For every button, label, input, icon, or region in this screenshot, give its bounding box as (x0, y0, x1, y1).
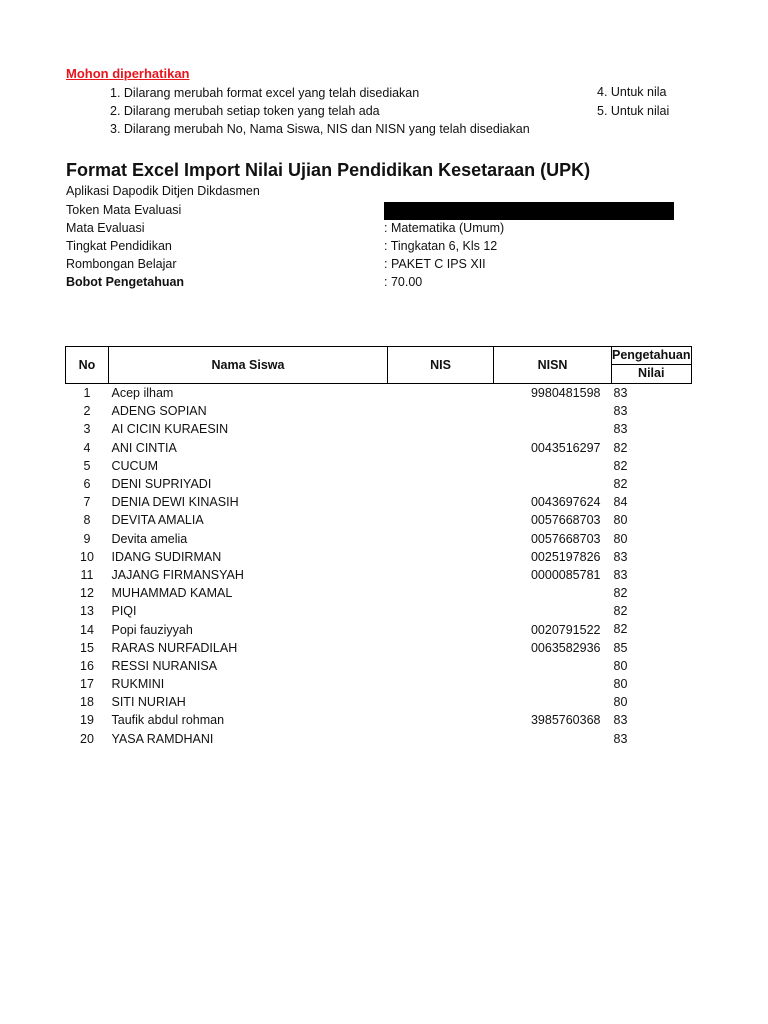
row-value: 83 (613, 713, 628, 728)
page-title: Format Excel Import Nilai Ujian Pendidikan Kesetaraan (UPK) (66, 160, 591, 180)
rule-1: 1. Dilarang merubah format excel yang telah disediakan (110, 86, 420, 100)
table-row (66, 420, 692, 438)
row-no: 11 (80, 567, 94, 582)
row-nis (388, 675, 494, 693)
row-nis (388, 402, 494, 420)
row-nis (388, 620, 494, 638)
row-value: 80 (613, 513, 628, 528)
table-row (66, 675, 692, 693)
token-redaction-bar (384, 202, 674, 220)
row-no: 15 (80, 640, 94, 655)
row-value: 83 (613, 567, 628, 582)
table-row (66, 475, 692, 493)
field-value-weight: : 70.00 (384, 275, 423, 289)
row-value: 83 (613, 731, 628, 746)
table-row (66, 657, 692, 675)
row-nisn: 0020791522 (530, 622, 601, 637)
row-no: 1 (83, 386, 91, 401)
row-value: 80 (613, 531, 628, 546)
row-value: 82 (613, 458, 628, 473)
row-nis (388, 693, 494, 711)
row-name: AI CICIN KURAESIN (111, 422, 229, 437)
row-value: 83 (613, 386, 628, 400)
row-nisn: 3985760368 (530, 713, 601, 728)
row-value: 83 (613, 422, 628, 437)
row-name: RESSI NURANISA (111, 658, 218, 673)
app-name: Aplikasi Dapodik Ditjen Dikdasmen (66, 184, 260, 198)
row-nis (388, 602, 494, 620)
row-name: DENI SUPRIYADI (111, 477, 212, 492)
row-nisn: 0043697624 (530, 495, 601, 510)
row-nis (388, 457, 494, 475)
row-nis (388, 420, 494, 438)
row-name: JAJANG FIRMANSYAH (111, 567, 244, 582)
table-row (66, 402, 692, 420)
row-value: 82 (613, 440, 628, 455)
row-nisn: 0000085781 (530, 567, 601, 582)
row-nis (388, 730, 494, 748)
row-nisn (494, 420, 612, 438)
row-nis (388, 493, 494, 511)
row-nisn (494, 693, 612, 711)
row-nisn (494, 657, 612, 675)
row-no: 4 (83, 440, 91, 455)
row-no: 13 (80, 604, 94, 619)
row-nisn (494, 584, 612, 602)
field-value-class: : PAKET C IPS XII (384, 257, 486, 271)
row-nisn: 9980481598 (530, 386, 601, 401)
row-nisn: 0025197826 (530, 549, 601, 564)
row-no: 8 (83, 513, 91, 528)
row-no: 3 (83, 422, 91, 437)
table-row (66, 548, 692, 566)
row-value: 84 (613, 495, 628, 510)
row-nisn (494, 675, 612, 693)
rule-4: 4. Untuk nila (597, 85, 667, 99)
row-nis (388, 657, 494, 675)
notice-title: Mohon diperhatikan (66, 66, 190, 81)
row-no: 14 (80, 622, 94, 637)
row-nisn (494, 457, 612, 475)
row-no: 10 (80, 549, 94, 564)
header-group-knowledge: Pengetahuan (612, 347, 691, 365)
row-name: RARAS NURFADILAH (111, 640, 238, 655)
header-nis: NIS (388, 347, 494, 384)
row-value: 80 (613, 677, 628, 691)
row-no: 18 (80, 695, 94, 710)
row-no: 6 (83, 477, 91, 492)
table-row (66, 620, 692, 638)
row-name: Popi fauziyyah (111, 622, 193, 637)
row-value: 82 (613, 476, 628, 491)
rule-2: 2. Dilarang merubah setiap token yang telah ada (110, 104, 380, 118)
rule-3: 3. Dilarang merubah No, Nama Siswa, NIS dan NISN yang telah disediakan (110, 122, 530, 136)
field-label-token: Token Mata Evaluasi (66, 203, 182, 217)
table-row (66, 693, 692, 711)
field-label-level: Tingkat Pendidikan (66, 239, 172, 253)
row-nis (388, 439, 494, 457)
field-value-subject: : Matematika (Umum) (384, 221, 505, 235)
row-value: 80 (613, 695, 628, 710)
row-name: DEVITA AMALIA (111, 513, 204, 528)
rule-5: 5. Untuk nilai (597, 104, 670, 118)
grades-table (65, 346, 692, 748)
row-nis (388, 639, 494, 657)
row-nisn: 0057668703 (530, 531, 601, 546)
row-name: PIQI (111, 604, 137, 619)
row-value: 83 (613, 404, 628, 419)
row-nisn: 0043516297 (530, 440, 601, 455)
table-row (66, 439, 692, 457)
header-value: Nilai (638, 366, 665, 380)
row-nisn (494, 475, 612, 493)
row-name: CUCUM (111, 458, 159, 473)
row-nis (388, 548, 494, 566)
row-no: 20 (80, 731, 94, 746)
row-no: 9 (83, 531, 91, 546)
row-no: 19 (80, 713, 94, 728)
row-nisn (494, 602, 612, 620)
field-label-subject: Mata Evaluasi (66, 221, 145, 235)
field-label-class: Rombongan Belajar (66, 257, 177, 271)
row-nis (388, 475, 494, 493)
table-header-row (66, 347, 692, 384)
table-row (66, 493, 692, 511)
field-value-level: : Tingkatan 6, Kls 12 (384, 239, 498, 253)
row-name: Acep ilham (111, 386, 174, 401)
row-no: 2 (83, 404, 91, 419)
table-row (66, 457, 692, 475)
row-nis (388, 530, 494, 548)
row-nisn (494, 402, 612, 420)
row-name: IDANG SUDIRMAN (111, 549, 222, 564)
header-name: Nama Siswa (109, 347, 388, 384)
row-name: RUKMINI (111, 677, 165, 692)
row-name: SITI NURIAH (111, 695, 186, 710)
header-nisn: NISN (494, 347, 612, 384)
row-name: MUHAMMAD KAMAL (111, 586, 233, 601)
row-nis (388, 584, 494, 602)
table-row (66, 584, 692, 602)
row-name: YASA RAMDHANI (111, 731, 214, 746)
row-nis (388, 511, 494, 529)
table-row (66, 530, 692, 548)
row-value: 82 (613, 586, 628, 601)
row-value: 80 (613, 658, 628, 673)
row-no: 16 (80, 658, 94, 673)
table-row (66, 730, 692, 748)
row-nisn (494, 730, 612, 748)
row-nis (388, 711, 494, 729)
table-row (66, 602, 692, 620)
header-no: No (66, 347, 109, 384)
table-row (66, 566, 692, 584)
row-no: 5 (83, 458, 91, 473)
row-value: 82 (613, 622, 628, 637)
row-nis (388, 384, 494, 403)
table-body (66, 384, 692, 748)
row-name: DENIA DEWI KINASIH (111, 495, 239, 510)
header-knowledge (612, 347, 692, 384)
row-value: 85 (613, 640, 628, 655)
row-name: ADENG SOPIAN (111, 404, 207, 419)
row-nisn: 0057668703 (530, 513, 601, 528)
table-row (66, 639, 692, 657)
table-row (66, 384, 692, 403)
row-value: 83 (613, 549, 628, 564)
row-nis (388, 566, 494, 584)
row-nisn: 0063582936 (530, 640, 601, 655)
row-no: 12 (80, 586, 94, 601)
row-value: 82 (613, 604, 628, 619)
row-no: 7 (83, 495, 91, 510)
row-name: ANI CINTIA (111, 440, 177, 455)
table-row (66, 711, 692, 729)
field-label-weight: Bobot Pengetahuan (66, 275, 185, 289)
table-row (66, 511, 692, 529)
row-name: Taufik abdul rohman (111, 713, 225, 728)
row-no: 17 (80, 677, 94, 692)
row-name: Devita amelia (111, 531, 188, 546)
